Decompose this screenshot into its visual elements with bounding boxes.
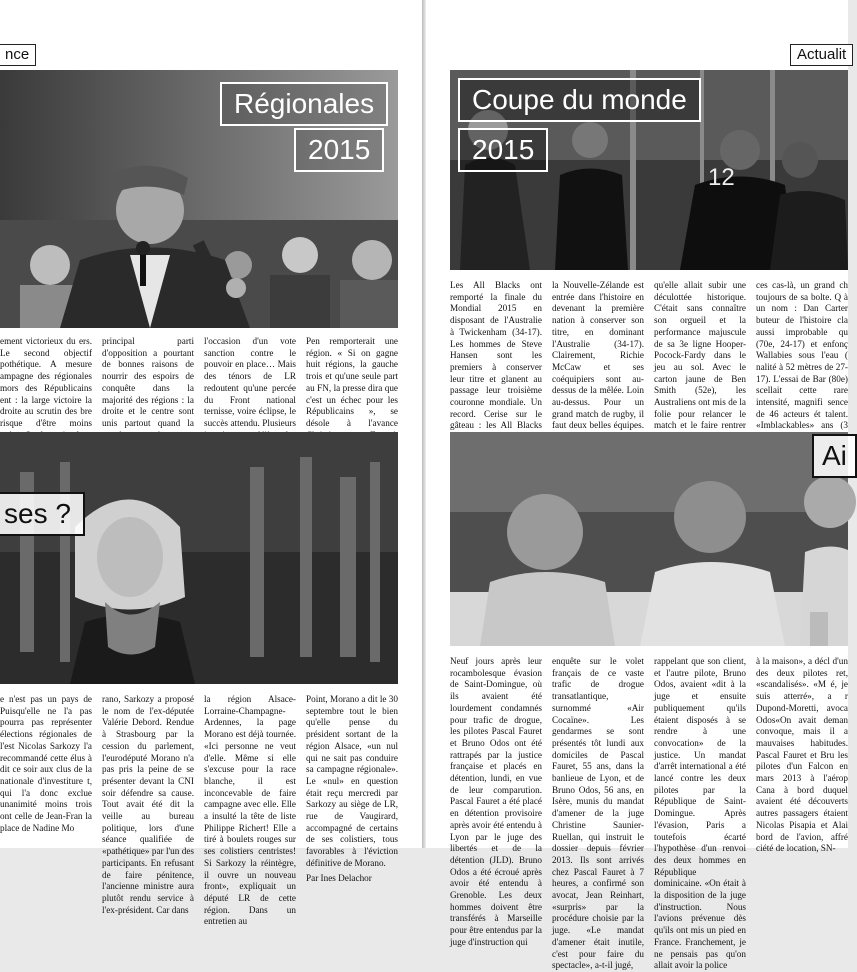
article-column: enquête sur le volet français de ce vaste trafic de drogue transatlantique, surnommé «Air Cocaïne». Les gendarmes se sont présentés tôt lundi aux domiciles de Pascal Fauret, 55 ans, dans la banlieue de Lyon, et de Bruno Odos, 56 ans, en Isère, munis du mandat d'amener de la juge Christine Saunier-Ruellan, qui instruit le dossier depuis février 2013. Ils sont arrivés chez Pascal Fauret à 7 heures, a confirmé son avocat, Jean Reinhart, «surpris» par la procédure choisie par la juge. «Le mandat d'amener était inutile, c'est pour faire du spectacle», a-t-il jugé, xyxy=(552,656,644,971)
coupe-title-line1: Coupe du monde xyxy=(458,78,701,122)
pilots-article xyxy=(450,656,848,971)
article-column: la Nouvelle-Zélande est entrée dans l'histoire en devenant la première nation à conserver son titre, en dominant l'Australie (34-17). Clairement, Richie McCaw et ses coéquipiers sont au-dessus de la mêlée. Loin au-dessus. Pour un grand match de rugby, il faut deux belles équipes. xyxy=(552,280,644,431)
article-signature: Par Ines Delachor xyxy=(306,872,372,883)
morano-title: ses ? xyxy=(0,492,85,536)
article-column: rappelant que son client, et l'autre pilote, Bruno Odos, avaient «dit à la juge et ensuite publiquement qu'ils étaient disposés à se rendre à une convocation» de la justice. Un mandat d'arrêt international a été lancé contre les deux pilotes par la République de Saint-Domingue. Après l'évasion, Paris a toutefois écarté l'hypothèse d'un renvoi des deux hommes en République dominicaine. «On était à la disposition de la juge d'instruction. Nous l'avions prévenue dès qu'ils ont mis un pied en France. Franchement, je ne pensais pas qu'on allait avoir la police xyxy=(654,656,746,971)
morano-article xyxy=(0,694,398,927)
rugby-photo xyxy=(450,70,848,270)
left-magazine-page xyxy=(0,0,422,927)
article-column: ces cas-là, un grand ch toujours de sa bolte. Q à un nom : Dan Carter buteur de l'histoire cla aussi improbable qu (70e, 24-17) et enfonç Wallabies sous l'eau ( nalité à 52 mètres de 27-17). L'essai de Bar (80e) scellait cette rare intensité, magnifi sence de 46 acteurs ét talent. «Imblackables» ans (3 xyxy=(756,280,848,431)
article-column: l'occasion d'un vote sanction contre le pouvoir en place… Mais des ténors de LR redoutent qu'une percée du Front national ternisse, voire éclipse, le succès attendu. Plusieurs xyxy=(204,336,296,428)
section-rubric-left: nce xyxy=(0,44,36,66)
pilots-photo xyxy=(450,432,848,646)
article-column: rano, Sarkozy a proposé le nom de l'ex-députée Valérie Debord. Rendue à Strasbourg par la cession du parlement, l'eurodéputé Morano n'a pas pris la peine de se présenter devant la CNI soir défendre sa cause. Tout avait été dit la veille au bureau politique, lors d'une séance qualifiée de «pathétique» par l'un des participants. En refusant de faire pénitence, l'ancienne ministre aura plutôt rendu service à l'ex-président. Car dans xyxy=(102,694,194,915)
morano-photo xyxy=(0,432,398,684)
regionales-title-line2: 2015 xyxy=(294,128,384,172)
article-column: Les All Blacks ont remporté la finale du Mondial 2015 en disposant de l'Australie à Twickenham (34-17). Les hommes de Steve Hansen sont les premiers à conserver leur titre et glanent au passage leur troisième couronne mondiale. Un record. Cerise sur le gâteau : les All Blacks xyxy=(450,280,542,431)
regionales-article xyxy=(0,336,398,428)
article-column xyxy=(306,694,398,883)
regionales-photo xyxy=(0,70,398,328)
article-column-text: Pen remporterait une région. « Si on gagne huit régions, la gauche trois et qu'une seule part au FN, la presse dira que c'est un échec pour les Républicains », se désole à l'avance xyxy=(306,336,398,428)
coupe-article xyxy=(450,280,848,431)
pilots-title: Ai xyxy=(812,434,857,478)
article-column-text: Point, Morano a dit le 30 septembre tout le bien qu'elle pense du président sortant de la région Alsace, «un nul qui ne sait pas conduire sa campagne régionale». Le «nul» en question était reçu mercredi par Sarkozy au siège de LR, rue de Vaugirard, accompagné de certains de ses colistiers, tous favorables à l'éviction définitive de Morano. xyxy=(306,694,398,868)
jersey-number: 12 xyxy=(708,164,735,191)
article-column xyxy=(306,336,398,428)
article-column: à la maison», a décl d'un des deux pilotes ret, «scandalisés». «M é, je suis atterré», a r Dupond-Moretti, avoca Odos«On avait deman convoque, mais il a mauvaises habitudes. Pascal Fauret et Bru les pilotes d'un Falcon en mars 2013 à l'aérop Cana à bord duquel avaient été découverts autres passagers étaient Nicolas Pisapia et Alai bord de l'avion, affré ciété de location, SN- xyxy=(756,656,848,854)
regionales-title-line1: Régionales xyxy=(220,82,388,126)
article-column: ement victorieux du ers. Le second objectif pothétique. A mesure ampagne des régionales mors des Républicains ent : la large victoire la droite au scrutin des bre risque d'être moins xyxy=(0,336,92,428)
article-column: principal parti d'opposition a pourtant de bonnes raisons de nourrir des espoirs de conquête dans la majorité des régions : la droite et le centre sont unis partout quand la xyxy=(102,336,194,428)
article-column: e n'est pas un pays de Puisqu'elle ne l'a pas pourra pas représenter élections régionales de l'est Nicolas Sarkozy l'a recommandé cette élus à dit ce soir aux clus de la nationale d'investiture t, qui l'a donc exclue unanimité moins trois ont celle de Jean-Fran la place de Nadine Mo xyxy=(0,694,92,833)
pilots-photo-image xyxy=(450,432,848,646)
morano-photo-image xyxy=(0,432,398,684)
article-column: qu'elle allait subir une déculottée historique. C'était sans connaître son orgueil et la performance majuscule de sa 3e ligne Hooper-Pocock-Fardy dans le jeu au sol. Avec le carton jaune de Ben Smith (52e), les Australiens ont mis de la folie pour relancer le match et le faire rentrer xyxy=(654,280,746,431)
coupe-title-line2: 2015 xyxy=(458,128,548,172)
article-column: la région Alsace-Lorraine-Champagne-Ardennes, la page Morano est déjà tournée. «Ici personne ne veut d'elle. Même si elle s'excuse pour la race blanche, il est inconcevable de faire campagne avec elle. Elle a insulté la tête de liste Philippe Richert! Elle a tiré à boulets rouges sur ses colistiers centristes! Si Sarkozy la réintègre, il ouvre un nouveau front», expliquait un député LR de cette région. Dans un entretien au xyxy=(204,694,296,927)
article-column: Neuf jours après leur rocambolesque évasion de Saint-Domingue, où ils avaient été lourdement condamnés pour trafic de drogue, les pilotes Pascal Fauret et Bruno Odos ont été rattrapés par la justice française et placés en détention, lundi, en vue de leur comparution. Pascal Fauret a été placé en détention provisoire après avoir été entendu à Lyon par le juge des libertés et de la détention (JLD). Bruno Odos a été écroué après avoir été entendu à Grenoble. Les deux hommes doivent être transférés à Marseille pour être entendus par la juge d'instruction qui xyxy=(450,656,542,947)
section-rubric-right: Actualit xyxy=(790,44,853,66)
right-magazine-page xyxy=(426,0,848,971)
